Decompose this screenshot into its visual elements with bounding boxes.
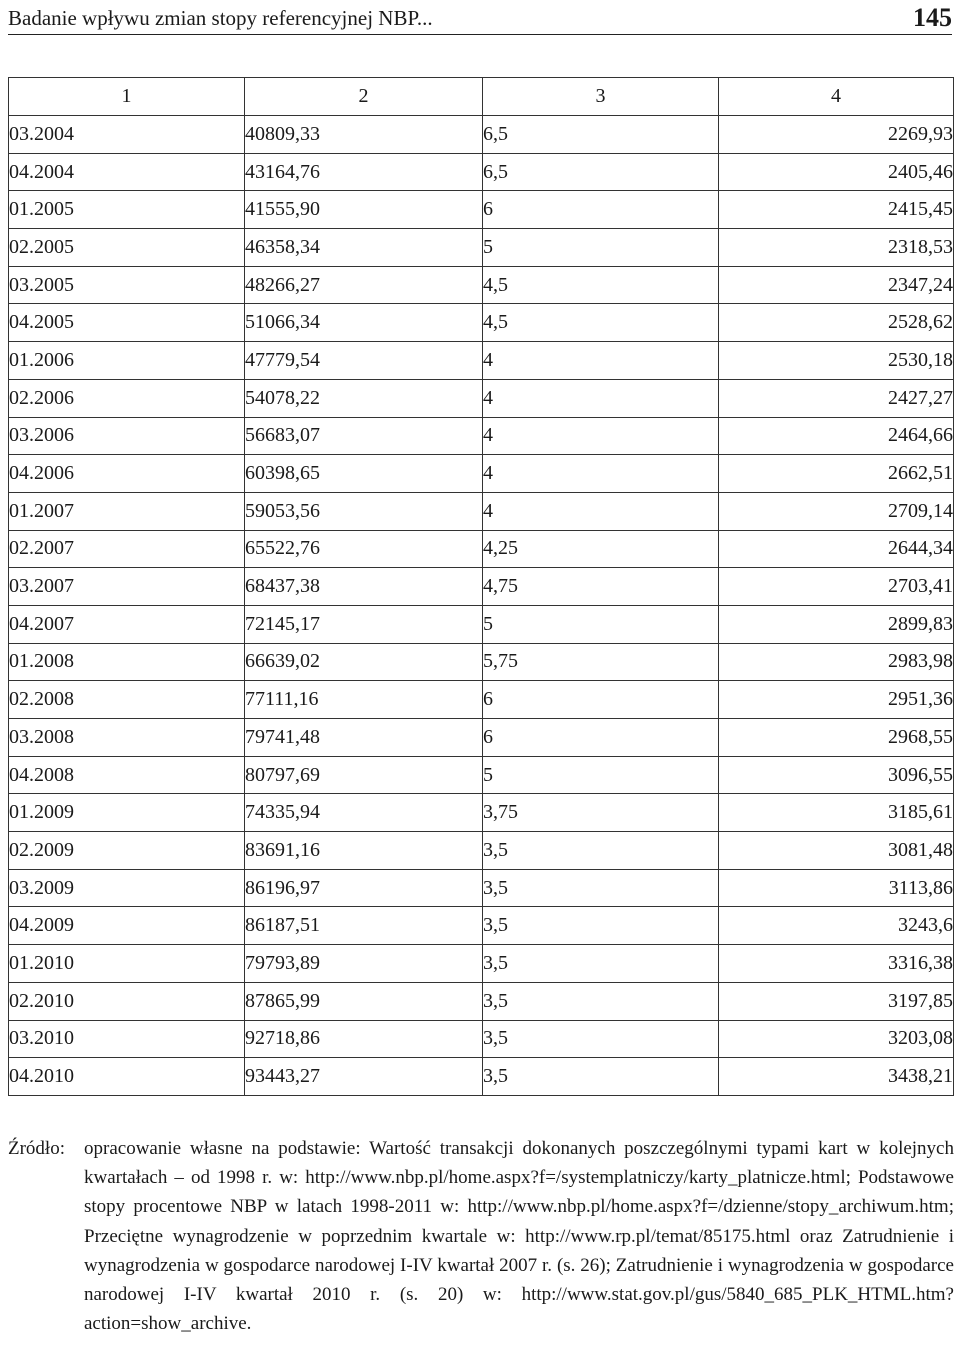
transaction-value-cell: 68437,38 [245, 568, 483, 606]
period-cell: 04.2010 [9, 1058, 245, 1096]
reference-rate-cell: 5,75 [483, 643, 719, 681]
column-header: 4 [719, 78, 954, 116]
period-cell: 04.2009 [9, 907, 245, 945]
reference-rate-cell: 6,5 [483, 116, 719, 154]
transaction-value-cell: 46358,34 [245, 229, 483, 267]
transaction-value-cell: 51066,34 [245, 304, 483, 342]
transaction-value-cell: 56683,07 [245, 417, 483, 455]
period-cell: 02.2007 [9, 530, 245, 568]
wage-cell: 2983,98 [719, 643, 954, 681]
wage-cell: 2528,62 [719, 304, 954, 342]
table-row [9, 229, 954, 267]
reference-rate-cell: 4 [483, 379, 719, 417]
page-number: 145 [913, 3, 952, 32]
table-row [9, 191, 954, 229]
table-row [9, 266, 954, 304]
transaction-value-cell: 80797,69 [245, 756, 483, 794]
table-row [9, 982, 954, 1020]
wage-cell: 3203,08 [719, 1020, 954, 1058]
wage-cell: 3438,21 [719, 1058, 954, 1096]
reference-rate-cell: 3,5 [483, 982, 719, 1020]
table-row [9, 907, 954, 945]
wage-cell: 3081,48 [719, 832, 954, 870]
wage-cell: 3316,38 [719, 945, 954, 983]
source-text: opracowanie własne na podstawie: Wartość transakcji dokonanych poszczególnymi typami kart w kolejnych kwartałach – od 1998 r. w: http://www.nbp.pl/home.aspx?f=/systemplatniczy/karty_platnicze.html; Podstawowe stopy procentowe NBP w latach 1998-2011 w: http://www.nbp.pl/home.aspx?f=/dzienne/stopy_archiwum.htm; Przeciętne wynagrodzenie w poprzednim kwartale w: http://www.rp.pl/temat/85175.html oraz Zatrudnienie i wynagrodzenia w gospodarce narodowej I-IV kwartał 2007 r. (s. 26); Zatrudnienie i wynagrodzenia w gospodarce narodowej I-IV kwartał 2010 r. (s. 20) w: http://www.stat.gov.pl/gus/5840_685_PLK_HTML.htm?action=show_archive. [84, 1138, 954, 1335]
wage-cell: 2427,27 [719, 379, 954, 417]
wage-cell: 3096,55 [719, 756, 954, 794]
table-row [9, 719, 954, 757]
wage-cell: 2530,18 [719, 342, 954, 380]
wage-cell: 2318,53 [719, 229, 954, 267]
reference-rate-cell: 5 [483, 229, 719, 267]
period-cell: 03.2010 [9, 1020, 245, 1058]
transaction-value-cell: 54078,22 [245, 379, 483, 417]
period-cell: 03.2005 [9, 266, 245, 304]
wage-cell: 2464,66 [719, 417, 954, 455]
source-label: Źródło: [8, 1138, 65, 1159]
data-table [8, 77, 954, 1096]
transaction-value-cell: 60398,65 [245, 455, 483, 493]
table-row [9, 417, 954, 455]
reference-rate-cell: 4 [483, 342, 719, 380]
wage-cell: 2951,36 [719, 681, 954, 719]
transaction-value-cell: 72145,17 [245, 605, 483, 643]
column-header: 2 [245, 78, 483, 116]
transaction-value-cell: 47779,54 [245, 342, 483, 380]
transaction-value-cell: 86196,97 [245, 869, 483, 907]
wage-cell: 2662,51 [719, 455, 954, 493]
table-row [9, 304, 954, 342]
reference-rate-cell: 3,5 [483, 945, 719, 983]
period-cell: 01.2007 [9, 492, 245, 530]
transaction-value-cell: 79793,89 [245, 945, 483, 983]
wage-cell: 3185,61 [719, 794, 954, 832]
period-cell: 03.2008 [9, 719, 245, 757]
reference-rate-cell: 6 [483, 191, 719, 229]
period-cell: 01.2006 [9, 342, 245, 380]
reference-rate-cell: 4,5 [483, 304, 719, 342]
running-header [8, 4, 952, 35]
reference-rate-cell: 3,5 [483, 1058, 719, 1096]
period-cell: 02.2010 [9, 982, 245, 1020]
table-row [9, 455, 954, 493]
reference-rate-cell: 5 [483, 756, 719, 794]
table-row [9, 605, 954, 643]
reference-rate-cell: 6,5 [483, 153, 719, 191]
reference-rate-cell: 4 [483, 455, 719, 493]
reference-rate-cell: 5 [483, 605, 719, 643]
table-row [9, 153, 954, 191]
transaction-value-cell: 74335,94 [245, 794, 483, 832]
reference-rate-cell: 4,5 [483, 266, 719, 304]
transaction-value-cell: 48266,27 [245, 266, 483, 304]
reference-rate-cell: 4 [483, 492, 719, 530]
column-header: 3 [483, 78, 719, 116]
reference-rate-cell: 4,75 [483, 568, 719, 606]
reference-rate-cell: 4 [483, 417, 719, 455]
period-cell: 02.2009 [9, 832, 245, 870]
table-row [9, 643, 954, 681]
transaction-value-cell: 79741,48 [245, 719, 483, 757]
table-row [9, 756, 954, 794]
table-body [9, 78, 954, 1096]
period-cell: 03.2006 [9, 417, 245, 455]
table-row [9, 681, 954, 719]
table-row [9, 794, 954, 832]
table-row [9, 945, 954, 983]
transaction-value-cell: 93443,27 [245, 1058, 483, 1096]
period-cell: 03.2007 [9, 568, 245, 606]
transaction-value-cell: 86187,51 [245, 907, 483, 945]
wage-cell: 2269,93 [719, 116, 954, 154]
transaction-value-cell: 41555,90 [245, 191, 483, 229]
reference-rate-cell: 6 [483, 681, 719, 719]
table-row [9, 832, 954, 870]
wage-cell: 2968,55 [719, 719, 954, 757]
period-cell: 02.2006 [9, 379, 245, 417]
reference-rate-cell: 6 [483, 719, 719, 757]
wage-cell: 2405,46 [719, 153, 954, 191]
table-row [9, 492, 954, 530]
table-row [9, 1020, 954, 1058]
table-row [9, 530, 954, 568]
source-note [8, 1134, 954, 1338]
period-cell: 04.2007 [9, 605, 245, 643]
wage-cell: 2703,41 [719, 568, 954, 606]
period-cell: 04.2006 [9, 455, 245, 493]
transaction-value-cell: 92718,86 [245, 1020, 483, 1058]
table-row [9, 1058, 954, 1096]
period-cell: 02.2008 [9, 681, 245, 719]
table-row [9, 342, 954, 380]
table-row [9, 568, 954, 606]
period-cell: 04.2008 [9, 756, 245, 794]
column-header: 1 [9, 78, 245, 116]
period-cell: 02.2005 [9, 229, 245, 267]
reference-rate-cell: 3,75 [483, 794, 719, 832]
transaction-value-cell: 87865,99 [245, 982, 483, 1020]
period-cell: 04.2005 [9, 304, 245, 342]
period-cell: 03.2004 [9, 116, 245, 154]
wage-cell: 2899,83 [719, 605, 954, 643]
transaction-value-cell: 40809,33 [245, 116, 483, 154]
period-cell: 03.2009 [9, 869, 245, 907]
wage-cell: 2644,34 [719, 530, 954, 568]
transaction-value-cell: 65522,76 [245, 530, 483, 568]
period-cell: 04.2004 [9, 153, 245, 191]
transaction-value-cell: 59053,56 [245, 492, 483, 530]
transaction-value-cell: 43164,76 [245, 153, 483, 191]
reference-rate-cell: 3,5 [483, 907, 719, 945]
wage-cell: 3113,86 [719, 869, 954, 907]
period-cell: 01.2008 [9, 643, 245, 681]
reference-rate-cell: 4,25 [483, 530, 719, 568]
wage-cell: 3243,6 [719, 907, 954, 945]
period-cell: 01.2005 [9, 191, 245, 229]
table-header-row [9, 78, 954, 116]
table-row [9, 869, 954, 907]
wage-cell: 2709,14 [719, 492, 954, 530]
running-title: Badanie wpływu zmian stopy referencyjnej NBP... [8, 6, 433, 30]
reference-rate-cell: 3,5 [483, 1020, 719, 1058]
transaction-value-cell: 77111,16 [245, 681, 483, 719]
wage-cell: 2347,24 [719, 266, 954, 304]
transaction-value-cell: 66639,02 [245, 643, 483, 681]
table-row [9, 379, 954, 417]
table-row [9, 116, 954, 154]
period-cell: 01.2009 [9, 794, 245, 832]
period-cell: 01.2010 [9, 945, 245, 983]
wage-cell: 2415,45 [719, 191, 954, 229]
wage-cell: 3197,85 [719, 982, 954, 1020]
reference-rate-cell: 3,5 [483, 832, 719, 870]
transaction-value-cell: 83691,16 [245, 832, 483, 870]
reference-rate-cell: 3,5 [483, 869, 719, 907]
